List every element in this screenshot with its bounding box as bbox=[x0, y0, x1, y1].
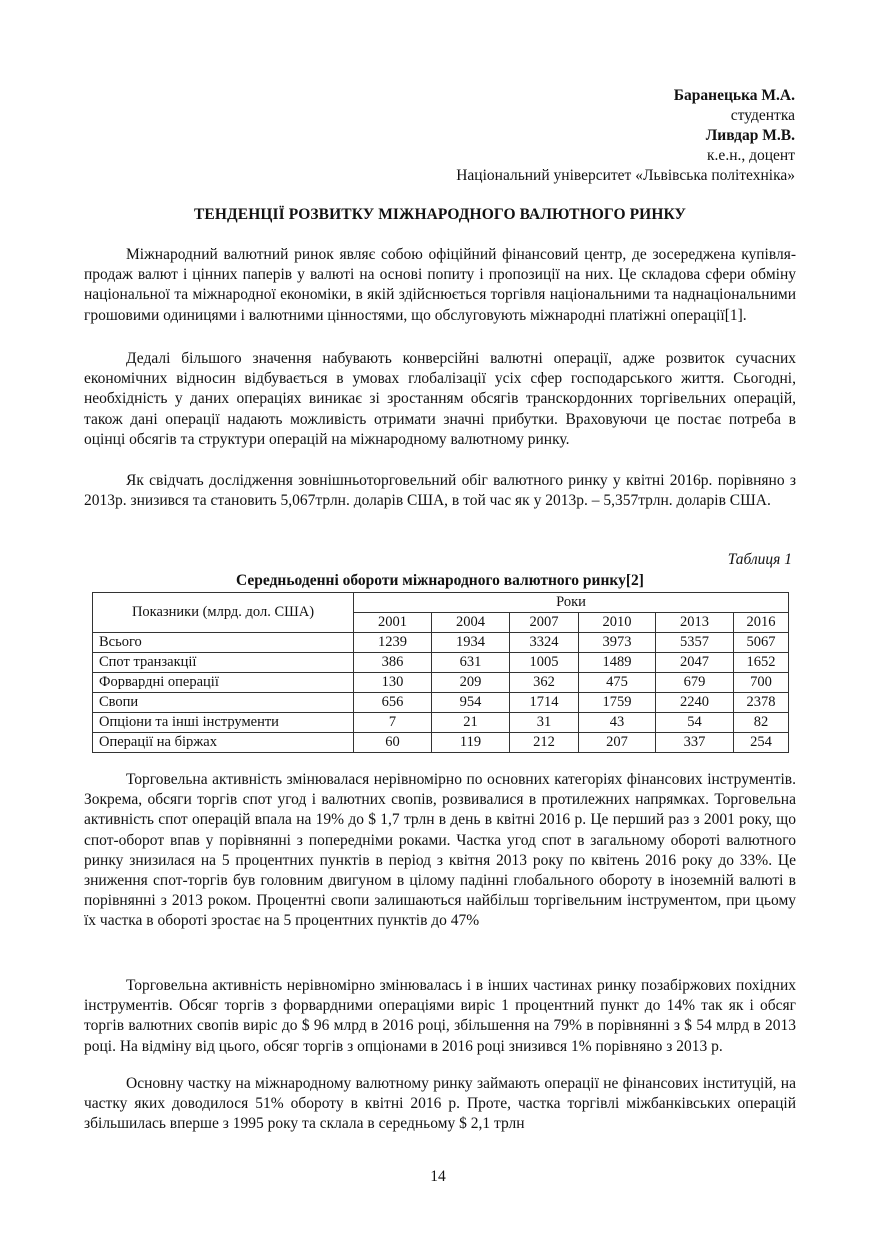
table-row bbox=[93, 733, 789, 753]
paragraph-text: Міжнародний валютний ринок являє собою офіційний фінансовий центр, де зосереджена купівля-продаж валют і цінних паперів у валюті на основі попиту і пропозиції на них. Це складова сфери обміну національної та міжнародної економіки, в якій здійснюється торгівля національними та наднаціональними грошовими одиницями і валютними цінностями, що обслуговують міжнародні платіжні операції[1]. bbox=[84, 246, 796, 324]
cell-value: 337 bbox=[656, 733, 734, 753]
cell-value: 212 bbox=[510, 733, 579, 753]
cell-value: 43 bbox=[579, 713, 656, 733]
indicator-header: Показники (млрд. дол. США) bbox=[93, 593, 354, 633]
cell-value: 82 bbox=[734, 713, 789, 733]
cell-value: 254 bbox=[734, 733, 789, 753]
row-label: Спот транзакції bbox=[93, 653, 354, 673]
table-title: Середньоденні обороти міжнародного валютного ринку[2] bbox=[236, 572, 644, 589]
cell-value: 5357 bbox=[656, 633, 734, 653]
paragraph-text: Основну частку на міжнародному валютному ринку займають операції не фінансових інституцій, на частку яких доводилося 51% обороту в квітні 2016 р. Проте, частка торгівлі міжбанківських операцій збільшилась вперше з 1995 року та склала в середньому $ 2,1 трлн bbox=[84, 1075, 796, 1133]
table-row bbox=[93, 673, 789, 693]
paragraph bbox=[84, 245, 796, 326]
author-block bbox=[456, 86, 795, 186]
affiliation: Національний університет «Львівська політехніка» bbox=[456, 167, 795, 184]
cell-value: 362 bbox=[510, 673, 579, 693]
paragraph bbox=[84, 976, 796, 1057]
author-name: Баранецька М.А. bbox=[673, 87, 795, 104]
table-label: Таблиця 1 bbox=[727, 551, 792, 568]
paragraph-text: Як свідчать дослідження зовнішньоторговельний обіг валютного ринку у квітні 2016р. порівняно з 2013р. знизився та становить 5,067трлн. доларів США, в той час як у 2013р. – 5,357трлн. доларів США. bbox=[84, 472, 796, 510]
author-role: студентка bbox=[730, 107, 795, 124]
row-label: Опціони та інші інструменти bbox=[93, 713, 354, 733]
cell-value: 1934 bbox=[432, 633, 510, 653]
page-number: 14 bbox=[430, 1168, 446, 1185]
cell-value: 1714 bbox=[510, 693, 579, 713]
paragraph bbox=[84, 471, 796, 511]
row-label: Свопи bbox=[93, 693, 354, 713]
table-header-row bbox=[93, 593, 789, 613]
cell-value: 130 bbox=[354, 673, 432, 693]
year-header: 2004 bbox=[432, 613, 510, 633]
year-header: 2016 bbox=[734, 613, 789, 633]
cell-value: 1759 bbox=[579, 693, 656, 713]
paragraph bbox=[84, 1074, 796, 1135]
year-header: 2001 bbox=[354, 613, 432, 633]
paragraph-text: Дедалі більшого значення набувають конверсійні валютні операції, адже розвиток сучасних економічних відносин відбувається в умовах глобалізації усіх сфер господарського життя. Сьогодні, необхідність у даних операціях виникає зі зростанням обсягів транскордонних торгівельних операцій, також дані операції надають можливість отримати значні прибутки. Враховуючи це постає потреба в оцінці обсягів та структури операцій на міжнародному валютному ринку. bbox=[84, 350, 796, 448]
cell-value: 954 bbox=[432, 693, 510, 713]
years-header: Роки bbox=[354, 593, 789, 613]
cell-value: 656 bbox=[354, 693, 432, 713]
row-label: Всього bbox=[93, 633, 354, 653]
cell-value: 31 bbox=[510, 713, 579, 733]
year-header: 2010 bbox=[579, 613, 656, 633]
paragraph-text: Торговельна активність змінювалася нерівномірно по основних категоріях фінансових інструментів. Зокрема, обсяги торгів спот угод і валютних свопів, розвивалися в протилежних напрямках. Торговельна активність спот операцій впала на 19% до $ 1,7 трлн в день в квітні 2016 р. Це перший раз з 2001 року, що спот-оборот впав у порівнянні з попередніми роками. Частка угод спот в загальному обороті валютного ринку знизилася на 5 процентних пунктів в період з квітня 2013 року по квітень 2016 року до 33%. Це зниження спот-торгів був головним двигуном в цілому падінні глобального обороту в іноземній валюті в порівнянні з 2013 роком. Процентні свопи залишаються найбільш торгівельним інструментом, при цьому їх частка в обороті зростає на 5 процентних пунктів до 47% bbox=[84, 771, 796, 930]
table-row bbox=[93, 693, 789, 713]
cell-value: 54 bbox=[656, 713, 734, 733]
table-row bbox=[93, 713, 789, 733]
cell-value: 207 bbox=[579, 733, 656, 753]
cell-value: 1489 bbox=[579, 653, 656, 673]
author-name: Ливдар М.В. bbox=[705, 127, 795, 144]
author-role: к.е.н., доцент bbox=[707, 147, 795, 164]
cell-value: 21 bbox=[432, 713, 510, 733]
turnover-table bbox=[92, 592, 789, 753]
paper-title: ТЕНДЕНЦІЇ РОЗВИТКУ МІЖНАРОДНОГО ВАЛЮТНОГО РИНКУ bbox=[193, 206, 686, 223]
paragraph-text: Торговельна активність нерівномірно змінювалась і в інших частинах ринку позабіржових похідних інструментів. Обсяг торгів з форвардними операціями виріс 1 процентний пункт до 14% так як і обсяг торгів валютних свопів виріс до $ 96 млрд в 2016 році, збільшення на 79% в порівнянні з $ 54 млрд в 2013 році. На відміну від цього, обсяг торгів з опціонами в 2016 році знизився 1% порівняно з 2013 р. bbox=[84, 977, 796, 1055]
table-row bbox=[93, 633, 789, 653]
table-row bbox=[93, 653, 789, 673]
cell-value: 60 bbox=[354, 733, 432, 753]
cell-value: 1652 bbox=[734, 653, 789, 673]
row-label: Форвардні операції bbox=[93, 673, 354, 693]
cell-value: 3324 bbox=[510, 633, 579, 653]
cell-value: 5067 bbox=[734, 633, 789, 653]
cell-value: 2378 bbox=[734, 693, 789, 713]
cell-value: 2047 bbox=[656, 653, 734, 673]
row-label: Операції на біржах bbox=[93, 733, 354, 753]
year-header: 2007 bbox=[510, 613, 579, 633]
cell-value: 475 bbox=[579, 673, 656, 693]
cell-value: 1239 bbox=[354, 633, 432, 653]
paragraph bbox=[84, 349, 796, 450]
cell-value: 1005 bbox=[510, 653, 579, 673]
cell-value: 119 bbox=[432, 733, 510, 753]
paragraph bbox=[84, 770, 796, 932]
cell-value: 631 bbox=[432, 653, 510, 673]
year-header: 2013 bbox=[656, 613, 734, 633]
cell-value: 209 bbox=[432, 673, 510, 693]
cell-value: 386 bbox=[354, 653, 432, 673]
cell-value: 700 bbox=[734, 673, 789, 693]
cell-value: 3973 bbox=[579, 633, 656, 653]
cell-value: 2240 bbox=[656, 693, 734, 713]
cell-value: 679 bbox=[656, 673, 734, 693]
cell-value: 7 bbox=[354, 713, 432, 733]
